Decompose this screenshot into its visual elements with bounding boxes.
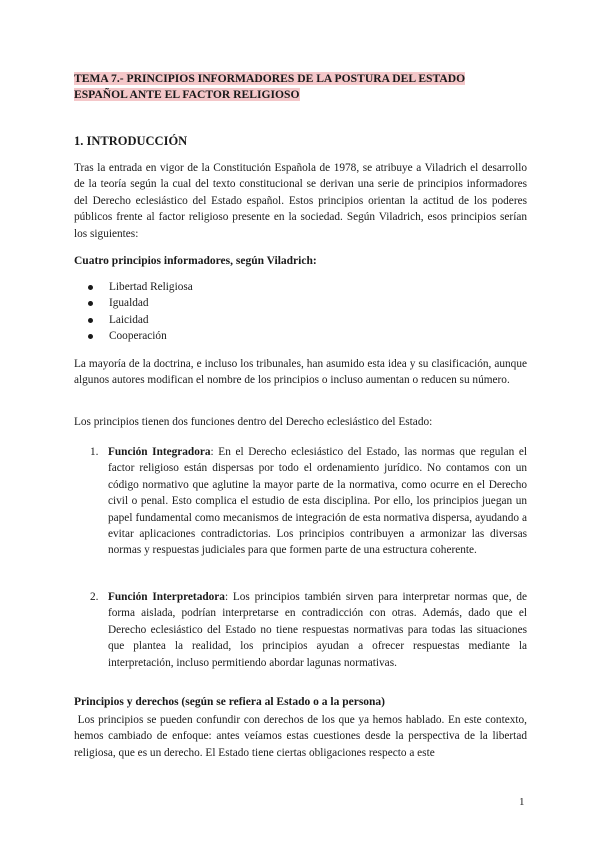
page-number: 1 (519, 796, 525, 808)
item-name: Función Integradora (108, 446, 211, 458)
list-item: Laicidad (88, 312, 193, 328)
item-text: : En el Derecho eclesiástico del Estado, las normas que regulan el factor religioso están dispersas por todo el ordenamiento jurídico. No contamos con un código normativo que aglutine la mayor parte de la normativa, como ocurre en el Derecho civil o penal. Esto complica el estudio de esta disciplina. Por ello, los principios juegan un papel fundamental como mecanismos de integración de esta normativa dispersa, ayudando a evitar aplicaciones contradictorias. Los principios contribuyen a armonizar las diversas normas y respuestas judiciales para que formen parte de una estructura coherente. (108, 446, 528, 557)
item-body (108, 589, 527, 671)
doctrine-paragraph: La mayoría de la doctrina, e incluso los tribunales, han asumido esta idea y su clasificación, aunque algunos autores modifican el nombre de los principios o incluso aumentan o reducen su número. (74, 358, 527, 387)
list-item: Libertad Religiosa (88, 279, 193, 295)
item-name: Función Interpretadora (108, 591, 225, 603)
bullet-icon (88, 334, 93, 339)
list-item: Igualdad (88, 295, 193, 311)
intro-paragraph: Tras la entrada en vigor de la Constitución Española de 1978, se atribuye a Viladrich el desarrollo de la teoría según la cual del texto constitucional se derivan una serie de principios informadores del Derecho eclesiástico del Estado español. Estos principios orientan la actitud de los poderes públicos frente al factor religioso presente en la sociedad. Según Viladrich, esos principios serían los siguientes: (74, 162, 527, 240)
title-line-1: TEMA 7.- PRINCIPIOS INFORMADORES DE LA POSTURA DEL ESTADO (74, 72, 466, 85)
bullet-icon (88, 301, 93, 306)
rights-subheading: Principios y derechos (según se refiera al Estado o a la persona) (74, 696, 386, 708)
section-heading: 1. INTRODUCCIÓN (74, 134, 188, 148)
item-number: 2. (90, 591, 99, 603)
principles-subheading: Cuatro principios informadores, según Viladrich: (74, 255, 317, 267)
item-body (108, 444, 527, 559)
title-line-2: ESPAÑOL ANTE EL FACTOR RELIGIOSO (74, 88, 300, 101)
item-number: 1. (90, 446, 99, 458)
functions-intro: Los principios tienen dos funciones dentro del Derecho eclesiástico del Estado: (74, 416, 433, 428)
document-title (74, 71, 529, 103)
item-text: : Los principios también sirven para interpretar normas que, de forma aislada, podrían interpretarse en contradicción con otras. Además, dado que el Derecho eclesiástico del Estado no tiene respuestas normativas para todas las situaciones que plantea la realidad, los principios ayudan a ofrecer respuestas mediante la interpretación, incluso permitiendo abordar lagunas normativas. (108, 591, 527, 669)
bullet-icon (88, 285, 93, 290)
list-item: Cooperación (88, 328, 193, 344)
rights-paragraph: Los principios se pueden confundir con derechos de los que ya hemos hablado. En este contexto, hemos cambiado de enfoque: antes veíamos estas cuestiones desde la perspectiva de la libertad religiosa, que es un derecho. El Estado tiene ciertas obligaciones respecto a este (74, 714, 530, 759)
bullet-icon (88, 318, 93, 323)
principles-list (88, 279, 193, 345)
